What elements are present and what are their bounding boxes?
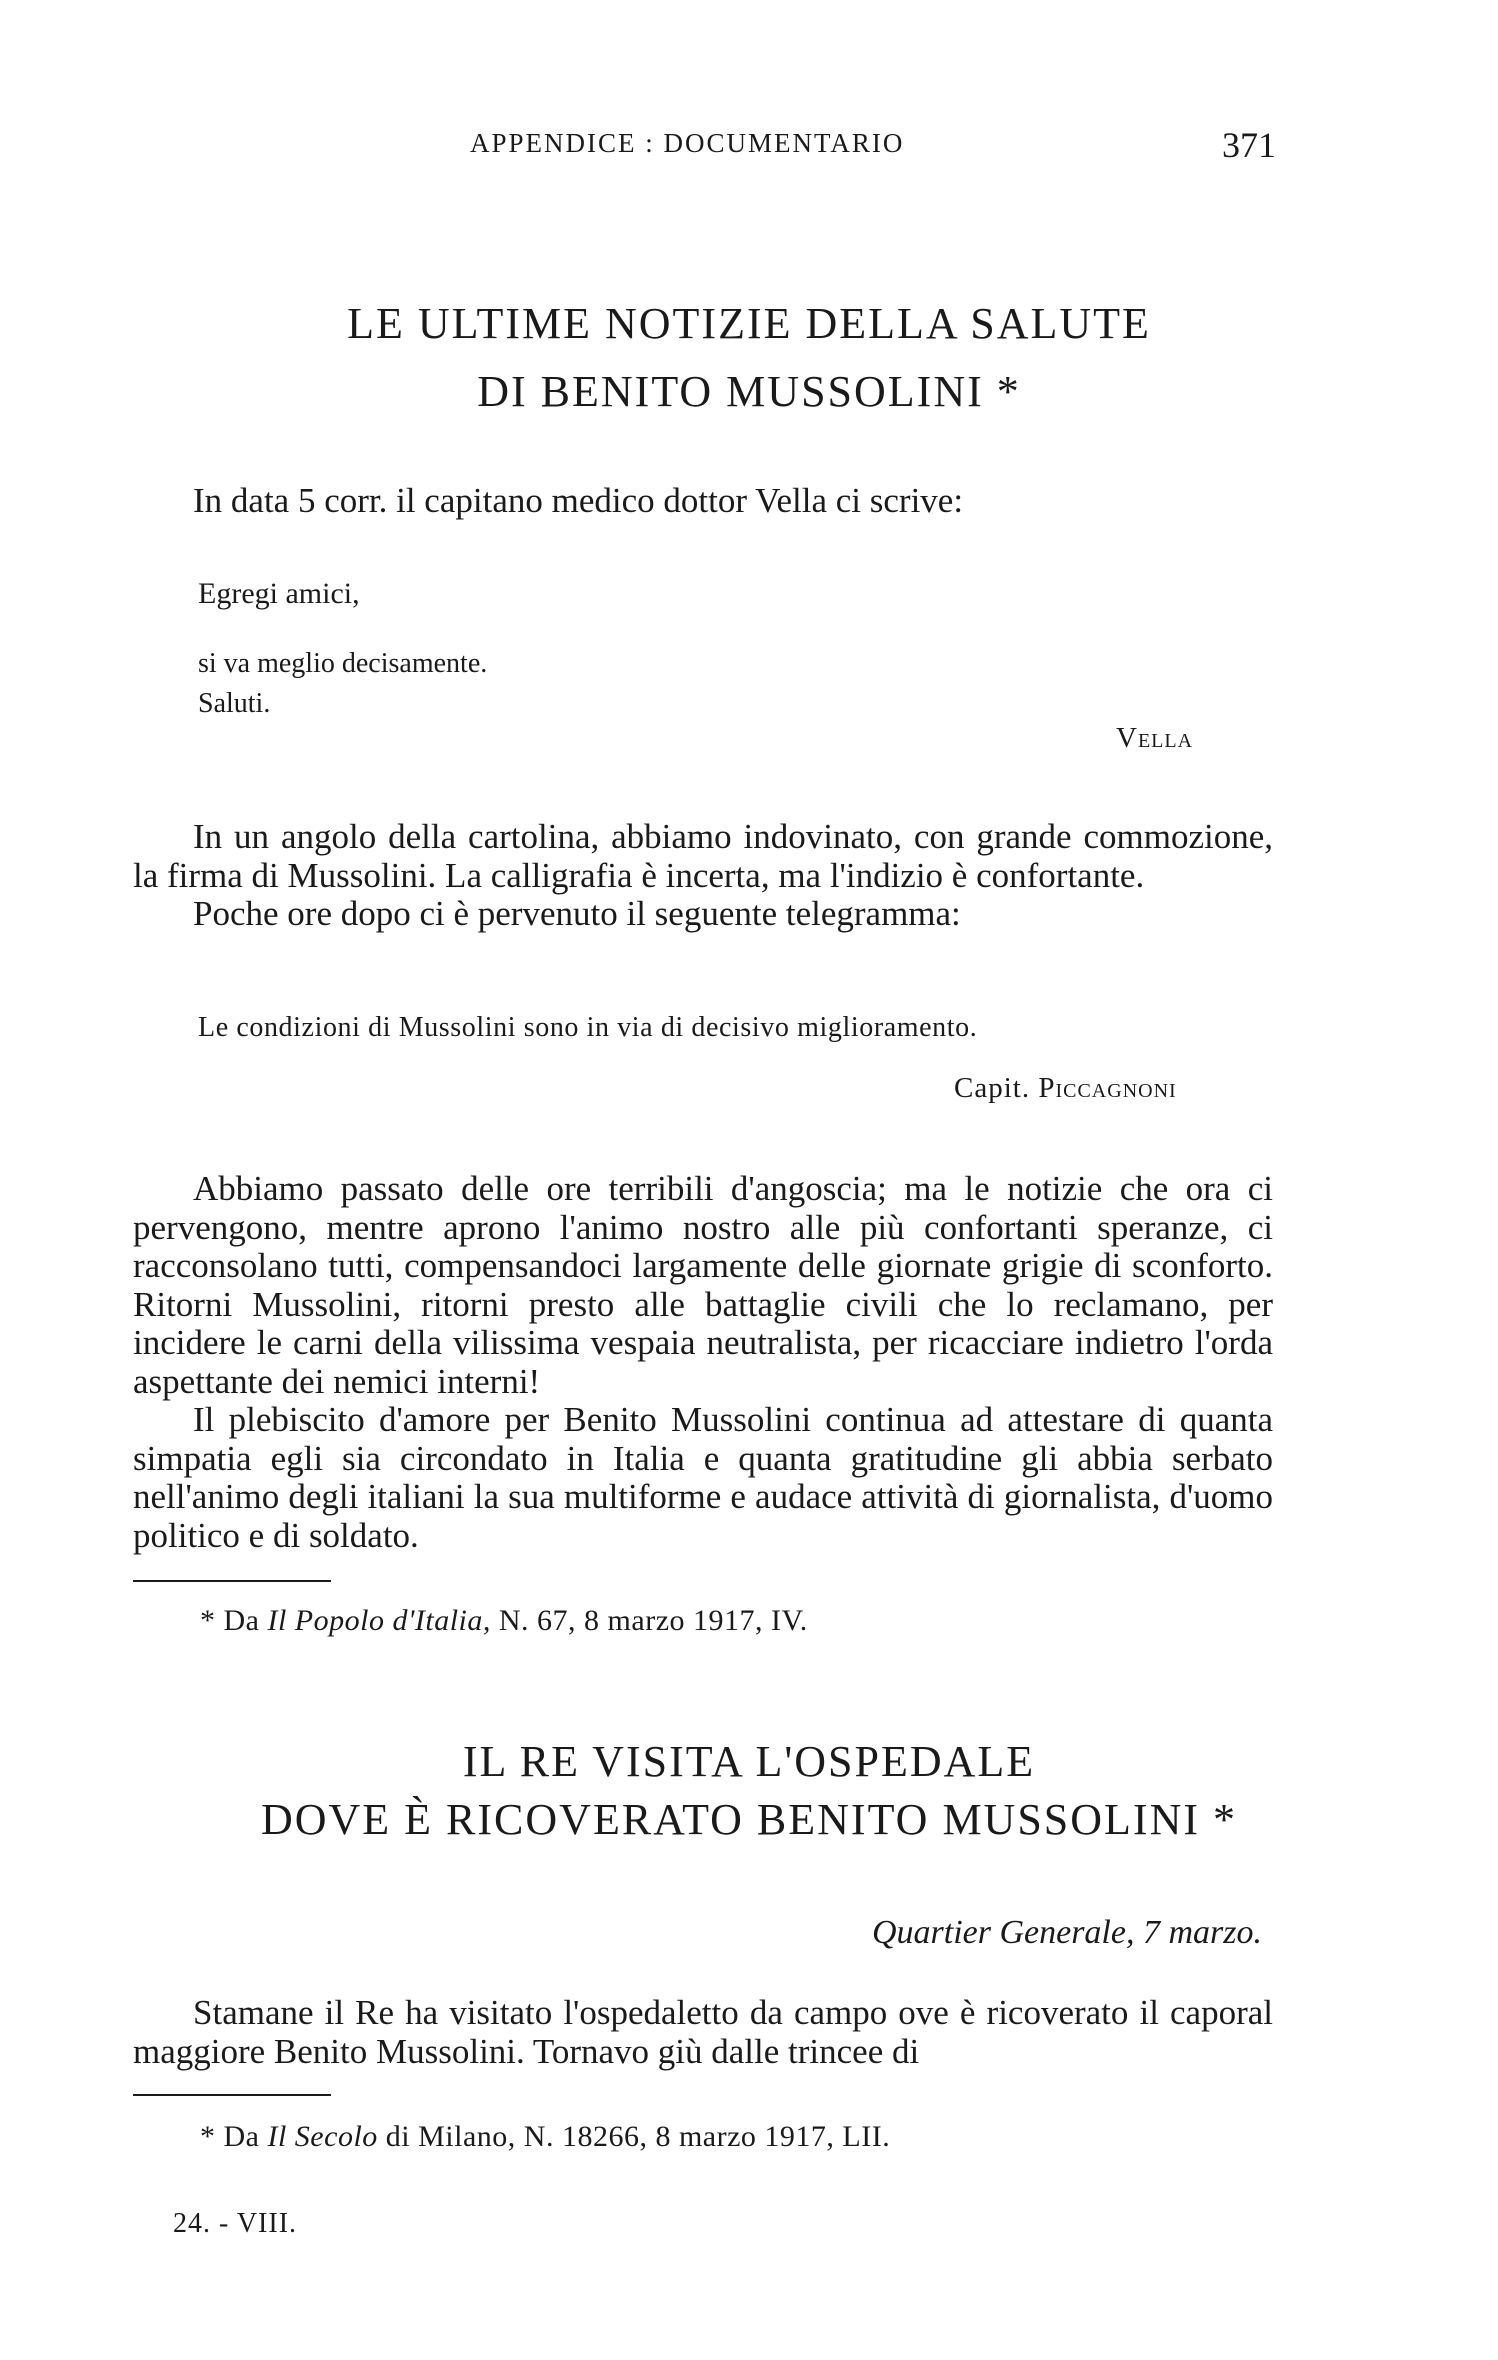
article1-title-line2: DI BENITO MUSSOLINI * [477, 367, 1021, 416]
article2-title [0, 1734, 1498, 1848]
article1-para4: Il plebiscito d'amore per Benito Mussolini continua ad attestare di quanta simpatia egli sia circondato in Italia e quanta gratitudine gli abbia serbato nell'animo degli italiani la sua multiforme e audace attività di giornalista, d'uomo politico e di soldato. [133, 1400, 1273, 1555]
article1-para2: Poche ore dopo ci è pervenuto il seguente telegramma: [193, 894, 961, 933]
article1-footnote [200, 1604, 808, 1638]
article2-footnote-source: Il Secolo [267, 2120, 378, 2153]
footnote-rule-2 [133, 2094, 331, 2096]
article1-footnote-prefix: * Da [200, 1604, 260, 1637]
letter-line1: si va meglio decisamente. [198, 648, 488, 679]
footnote-rule-1 [133, 1580, 331, 1582]
article1-title-line1: LE ULTIME NOTIZIE DELLA SALUTE [347, 299, 1151, 348]
article2-title-line2: DOVE È RICOVERATO BENITO MUSSOLINI * [260, 1795, 1238, 1844]
article1-intro-block [133, 482, 1273, 521]
article1-para3: Abbiamo passato delle ore terribili d'angoscia; ma le notizie che ora ci pervengono, mentre aprono l'animo nostro alle più confortanti speranze, ci racconsolano tutti, compensandoci largamente delle giornate grigie di sconforto. Ritorni Mussolini, ritorni presto alle battaglie civili che lo reclamano, per incidere le carni della vilissima vespaia neutralista, per ricacciare indietro l'orda aspettante dei nemici interni! [133, 1169, 1273, 1401]
article1-intro: In data 5 corr. il capitano medico dottor Vella ci scrive: [193, 481, 964, 520]
article1-footnote-source: Il Popolo d'Italia, [267, 1604, 491, 1637]
article2-para1: Stamane il Re ha visitato l'ospedaletto da campo ove è ricoverato il caporal maggiore Benito Mussolini. Tornavo giù dalle trincee di [133, 1993, 1273, 2071]
telegram-signature-name: Piccagnoni [1038, 1072, 1177, 1104]
article1-footnote-rest: N. 67, 8 marzo 1917, IV. [498, 1604, 808, 1637]
article1-body-b [133, 1170, 1273, 1555]
telegram-signature [954, 1072, 1177, 1105]
running-title: APPENDICE : DOCUMENTARIO [470, 128, 905, 158]
article1-body-a [133, 818, 1273, 934]
article2-footnote-prefix: * Da [200, 2120, 260, 2153]
article2-body [133, 1994, 1273, 2071]
running-head [0, 125, 1498, 172]
article2-dateline: Quartier Generale, 7 marzo. [871, 1914, 1262, 1951]
signature-mark: 24. - VIII. [173, 2208, 298, 2239]
article2-title-line1: IL RE VISITA L'OSPEDALE [462, 1737, 1036, 1786]
telegram-signature-prefix: Capit. [954, 1072, 1031, 1104]
article2-footnote [200, 2120, 890, 2154]
page-number: 371 [1222, 125, 1276, 165]
letter-line2: Saluti. [198, 688, 271, 719]
telegram-text: Le condizioni di Mussolini sono in via di decisivo miglioramento. [198, 1012, 978, 1043]
letter-greeting: Egregi amici, [198, 577, 360, 610]
article1-title [0, 296, 1498, 420]
article1-para1: In un angolo della cartolina, abbiamo indovinato, con grande commozione, la firma di Mussolini. La calligrafia è incerta, ma l'indizio è confortante. [133, 817, 1273, 895]
article2-footnote-rest: di Milano, N. 18266, 8 marzo 1917, LII. [385, 2120, 891, 2153]
letter-signature: Vella [1116, 722, 1194, 754]
